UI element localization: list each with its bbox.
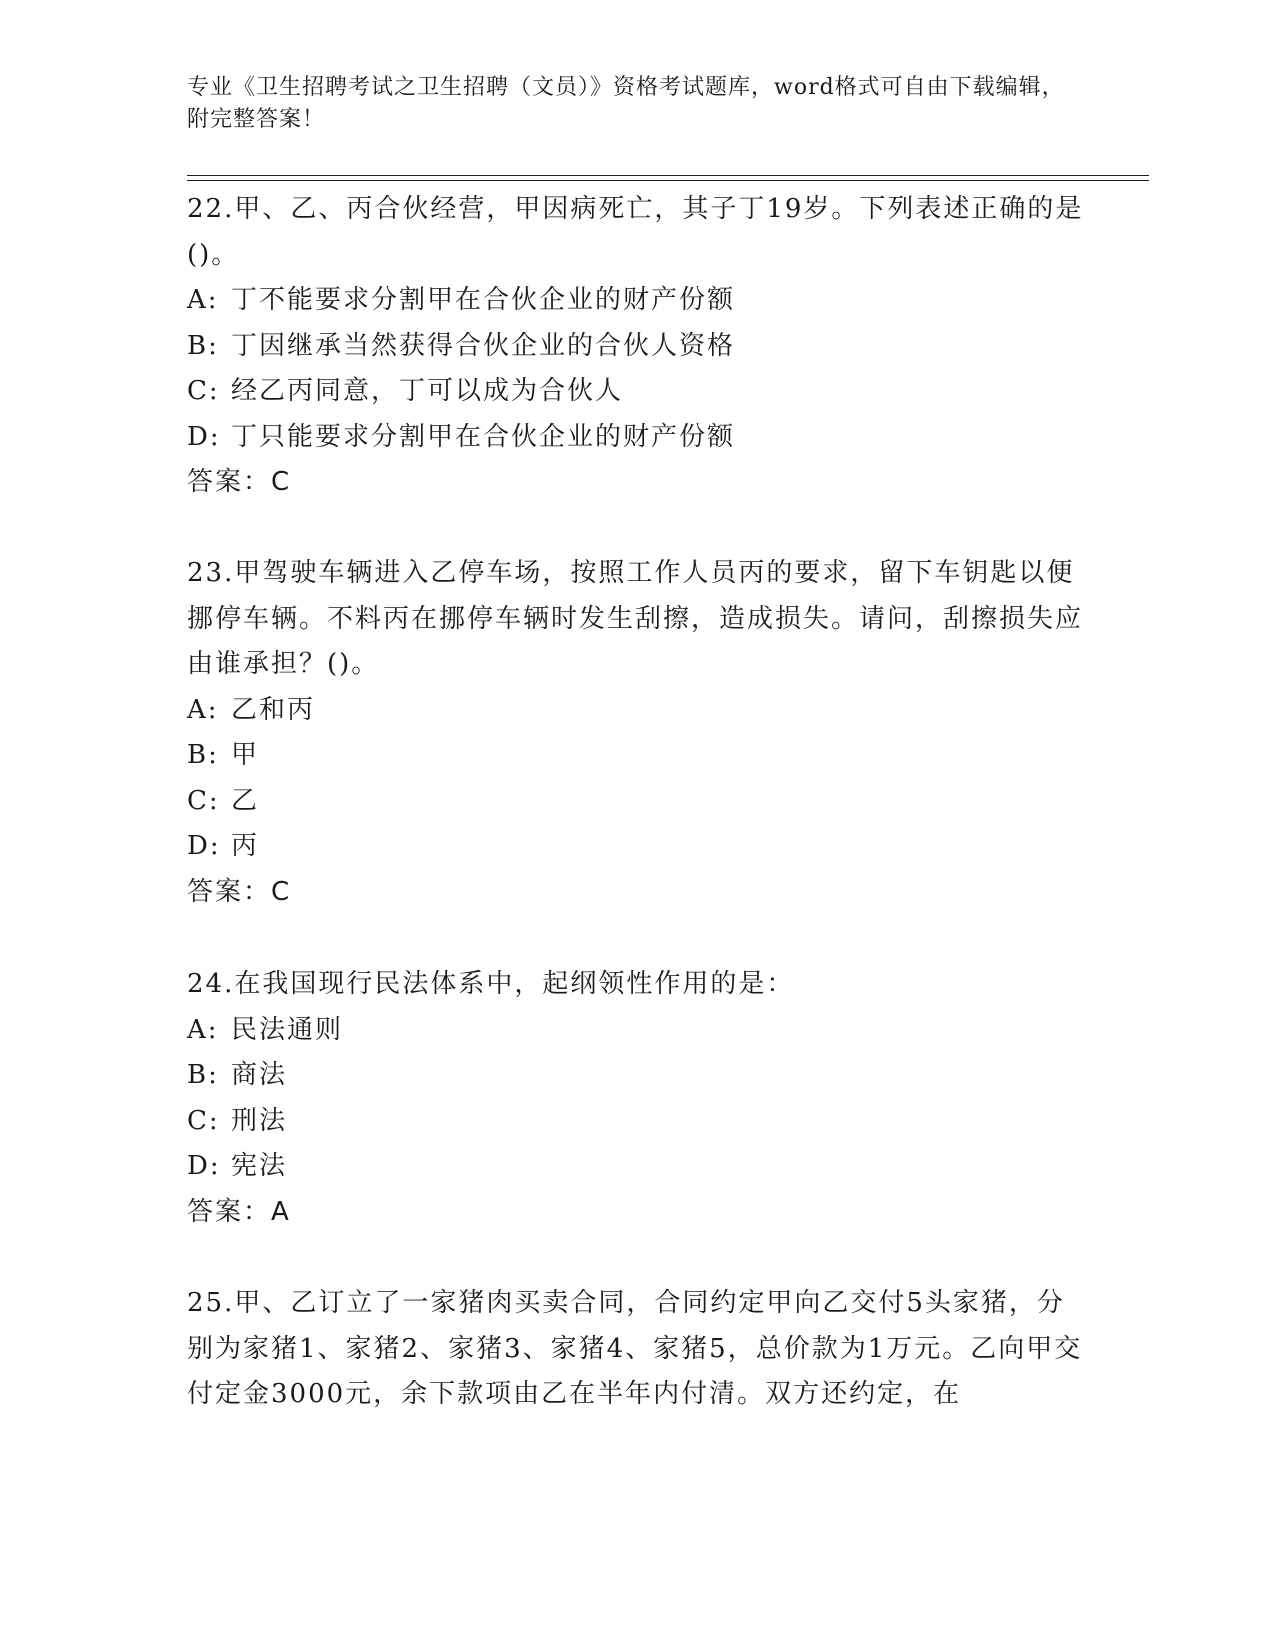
option-b <box>187 1053 1087 1099</box>
option-text: 乙和丙 <box>231 694 316 725</box>
header-divider-bottom <box>187 180 1149 181</box>
option-c <box>187 369 1087 415</box>
option-text: 民法通则 <box>231 1014 344 1045</box>
answer: 答案：A <box>187 1196 291 1227</box>
option-d <box>187 415 1087 461</box>
option-text: 商法 <box>231 1060 288 1090</box>
answer: 答案：C <box>187 876 292 907</box>
question-stem: 25.甲、乙订立了一家猪肉买卖合同，合同约定甲向乙交付5头家猪，分别为家猪1、家猪2、家猪3、家猪4、家猪5，总价款为1万元。乙向甲交付定金3000元，余下款项由乙在半年内付清。双方还约定，在 <box>187 1288 1083 1409</box>
option-a <box>187 1008 1087 1054</box>
option-text: 丁因继承当然获得合伙企业的合伙人资格 <box>231 330 736 361</box>
option-b <box>187 733 1087 779</box>
question-stem: 23.甲驾驶车辆进入乙停车场，按照工作人员丙的要求，留下车钥匙以便挪停车辆。不料丙在挪停车辆时发生刮擦，造成损失。请问，刮擦损失应由谁承担？()。 <box>187 558 1084 679</box>
option-c <box>187 1099 1087 1145</box>
option-text: 丙 <box>231 831 260 861</box>
option-letter: C: <box>187 376 220 406</box>
header-text: 专业《卫生招聘考试之卫生招聘（文员）》资格考试题库，word格式可自由下载编辑，附完整答案！ <box>187 75 1065 132</box>
option-letter: D: <box>187 421 221 452</box>
question-24 <box>187 962 1087 1235</box>
option-text: 刑法 <box>231 1105 288 1136</box>
question-23 <box>187 551 1087 915</box>
option-text: 甲 <box>231 740 260 770</box>
option-letter: D: <box>187 1151 221 1181</box>
option-letter: C: <box>187 1105 220 1136</box>
option-d <box>187 1144 1087 1190</box>
option-letter: A: <box>187 1014 219 1045</box>
answer: 答案：C <box>187 467 292 497</box>
option-a <box>187 688 1087 734</box>
option-letter: B: <box>187 330 219 361</box>
option-b <box>187 324 1087 370</box>
option-text: 经乙丙同意，丁可以成为合伙人 <box>231 376 624 406</box>
option-letter: A: <box>187 694 219 725</box>
header-divider-top <box>187 175 1149 176</box>
document-header <box>187 72 1067 136</box>
option-letter: B: <box>187 740 219 770</box>
option-a <box>187 278 1087 324</box>
option-d <box>187 824 1087 870</box>
option-letter: D: <box>187 831 221 861</box>
option-text: 丁不能要求分割甲在合伙企业的财产份额 <box>231 285 736 315</box>
option-letter: A: <box>187 285 219 315</box>
option-text: 乙 <box>231 785 260 816</box>
question-25 <box>187 1281 1087 1418</box>
option-text: 宪法 <box>231 1151 288 1181</box>
option-text: 丁只能要求分割甲在合伙企业的财产份额 <box>231 421 736 452</box>
option-letter: B: <box>187 1060 219 1090</box>
question-22 <box>187 187 1087 506</box>
question-stem: 24.在我国现行民法体系中，起纲领性作用的是： <box>187 969 795 999</box>
option-c <box>187 779 1087 825</box>
question-stem: 22.甲、乙、丙合伙经营，甲因病死亡，其子丁19岁。下列表述正确的是()。 <box>187 194 1084 270</box>
option-letter: C: <box>187 785 220 816</box>
